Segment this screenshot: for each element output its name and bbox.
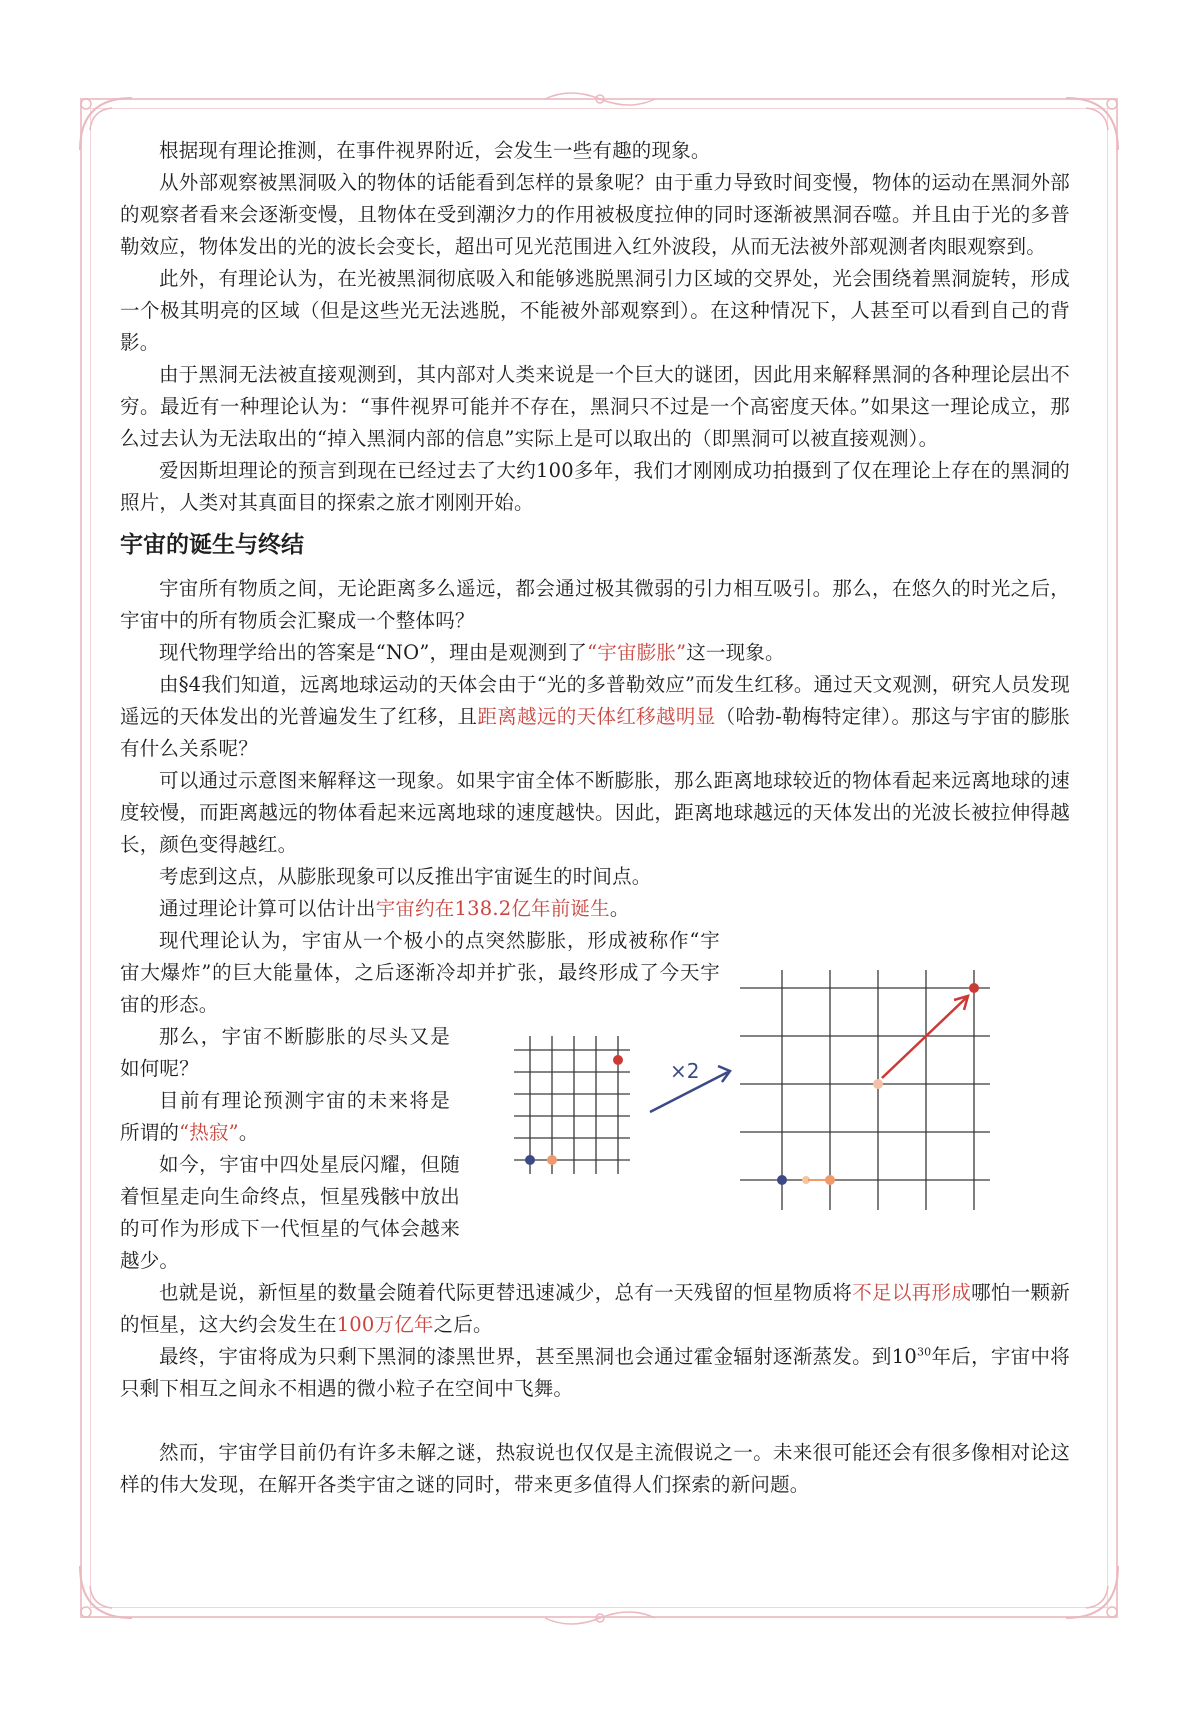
- paragraph: 最终，宇宙将成为只剩下黑洞的漆黑世界，甚至黑洞也会通过霍金辐射逐渐蒸发。到$10^{30}$年后，宇宙中将只剩下相互之间永不相遇的微小粒子在空间中飞舞。: [120, 1345, 1070, 1400]
- scale-label: ×2: [670, 1059, 700, 1083]
- far-object-dot: [613, 1055, 623, 1065]
- small-grid: [514, 1036, 630, 1174]
- large-grid: [740, 970, 990, 1210]
- bottom-center-ornament: [540, 1606, 660, 1630]
- far-object-arrow: [882, 998, 966, 1078]
- paragraph: 现代理论认为，宇宙从一个极小的点突然膨胀，形成被称作“宇宙大爆炸”的巨大能量体，之后逐渐冷却并扩张，最终形成了今天宇宙的形态。: [120, 929, 720, 1016]
- paragraph: 从外部观察被黑洞吸入的物体的话能看到怎样的景象呢？由于重力导致时间变慢，物体的运动在黑洞外部的观察者看来会逐渐变慢，且物体在受到潮汐力的作用被极度拉伸的同时逐渐被黑洞吞噬。并且由于光的多普勒效应，物体发出的光的波长会变长，超出可见光范围进入红外波段，从而无法被外部观测者肉眼观察到。: [120, 171, 1070, 258]
- paragraph: 通过理论计算可以估计出宇宙约在138.2亿年前诞生。: [159, 897, 630, 920]
- highlight-text: 100万亿年: [336, 1313, 434, 1336]
- corner-ornament-bottom-left: [72, 1556, 142, 1626]
- highlight-text: “宇宙膨胀”: [587, 641, 687, 664]
- paragraph: 考虑到这点，从膨胀现象可以反推出宇宙诞生的时间点。: [159, 865, 652, 888]
- page-content: [120, 135, 1070, 1501]
- paragraph: 由§4我们知道，远离地球运动的天体会由于“光的多普勒效应”而发生红移。通过天文观测，研究人员发现遥远的天体发出的光普遍发生了红移，且距离越远的天体红移越明显（哈勃-勒梅特定律）。那这与宇宙的膨胀有什么关系呢？: [120, 673, 1071, 760]
- spacer: [120, 1405, 1070, 1437]
- paragraph: 现代物理学给出的答案是“NO”，理由是观测到了“宇宙膨胀”这一现象。: [159, 641, 785, 664]
- section-heading: 宇宙的诞生与终结: [120, 532, 304, 558]
- paragraph: 如今，宇宙中四处星辰闪耀，但随着恒星走向生命终点，恒星残骸中放出的可作为形成下一代恒星的气体会越来越少。: [120, 1153, 460, 1272]
- paragraph: 也就是说，新恒星的数量会随着代际更替迅速减少，总有一天残留的恒星物质将不足以再形成哪怕一颗新的恒星，这大约会发生在100万亿年之后。: [120, 1281, 1070, 1336]
- expansion-diagram: [500, 970, 1070, 1290]
- earth-dot: [525, 1155, 535, 1165]
- highlight-text: 不足以再形成: [852, 1281, 972, 1304]
- paragraph: 宇宙所有物质之间，无论距离多么遥远，都会通过极其微弱的引力相互吸引。那么，在悠久的时光之后，宇宙中的所有物质会汇聚成一个整体吗？: [120, 577, 1070, 632]
- paragraph: 可以通过示意图来解释这一现象。如果宇宙全体不断膨胀，那么距离地球较近的物体看起来远离地球的速度较慢，而距离越远的物体看起来远离地球的速度越快。因此，距离地球越远的天体发出的光波长被拉伸得越长，颜色变得越红。: [120, 769, 1070, 856]
- paragraph: 根据现有理论推测，在事件视界附近，会发生一些有趣的现象。: [159, 139, 711, 162]
- exponent: 30: [916, 1345, 932, 1359]
- highlight-text: 距离越远的天体红移越明显: [477, 705, 716, 728]
- near-object-dot: [547, 1155, 557, 1165]
- far-object-origin-dot: [873, 1079, 883, 1089]
- near-object-dot-expanded: [825, 1175, 835, 1185]
- corner-ornament-bottom-right: [1056, 1556, 1126, 1626]
- paragraph: 此外，有理论认为，在光被黑洞彻底吸入和能够逃脱黑洞引力区域的交界处，光会围绕着黑洞旋转，形成一个极其明亮的区域（但是这些光无法逃脱，不能被外部观察到）。在这种情况下，人甚至可以看到自己的背影。: [120, 267, 1070, 354]
- paragraph: 由于黑洞无法被直接观测到，其内部对人类来说是一个巨大的谜团，因此用来解释黑洞的各种理论层出不穷。最近有一种理论认为：“事件视界可能并不存在，黑洞只不过是一个高密度天体。”如果这一理论成立，那么过去认为无法取出的“掉入黑洞内部的信息”实际上是可以取出的（即黑洞可以被直接观测）。: [120, 363, 1070, 450]
- paragraph: 那么，宇宙不断膨胀的尽头又是如何呢？: [120, 1025, 450, 1080]
- far-object-dot-expanded: [969, 983, 979, 993]
- paragraph: 然而，宇宙学目前仍有许多未解之谜，热寂说也仅仅是主流假说之一。未来很可能还会有很多像相对论这样的伟大发现，在解开各类宇宙之谜的同时，带来更多值得人们探索的新问题。: [120, 1441, 1070, 1496]
- top-center-ornament: [540, 87, 660, 111]
- highlight-text: “热寂”: [179, 1121, 239, 1144]
- paragraph: 爱因斯坦理论的预言到现在已经过去了大约100多年，我们才刚刚成功拍摄到了仅在理论上存在的黑洞的照片，人类对其真面目的探索之旅才刚刚开始。: [120, 459, 1070, 514]
- highlight-text: 宇宙约在138.2亿年前诞生: [375, 897, 610, 920]
- paragraph: 目前有理论预测宇宙的未来将是所谓的“热寂”。: [120, 1089, 450, 1144]
- earth-dot-expanded: [777, 1175, 787, 1185]
